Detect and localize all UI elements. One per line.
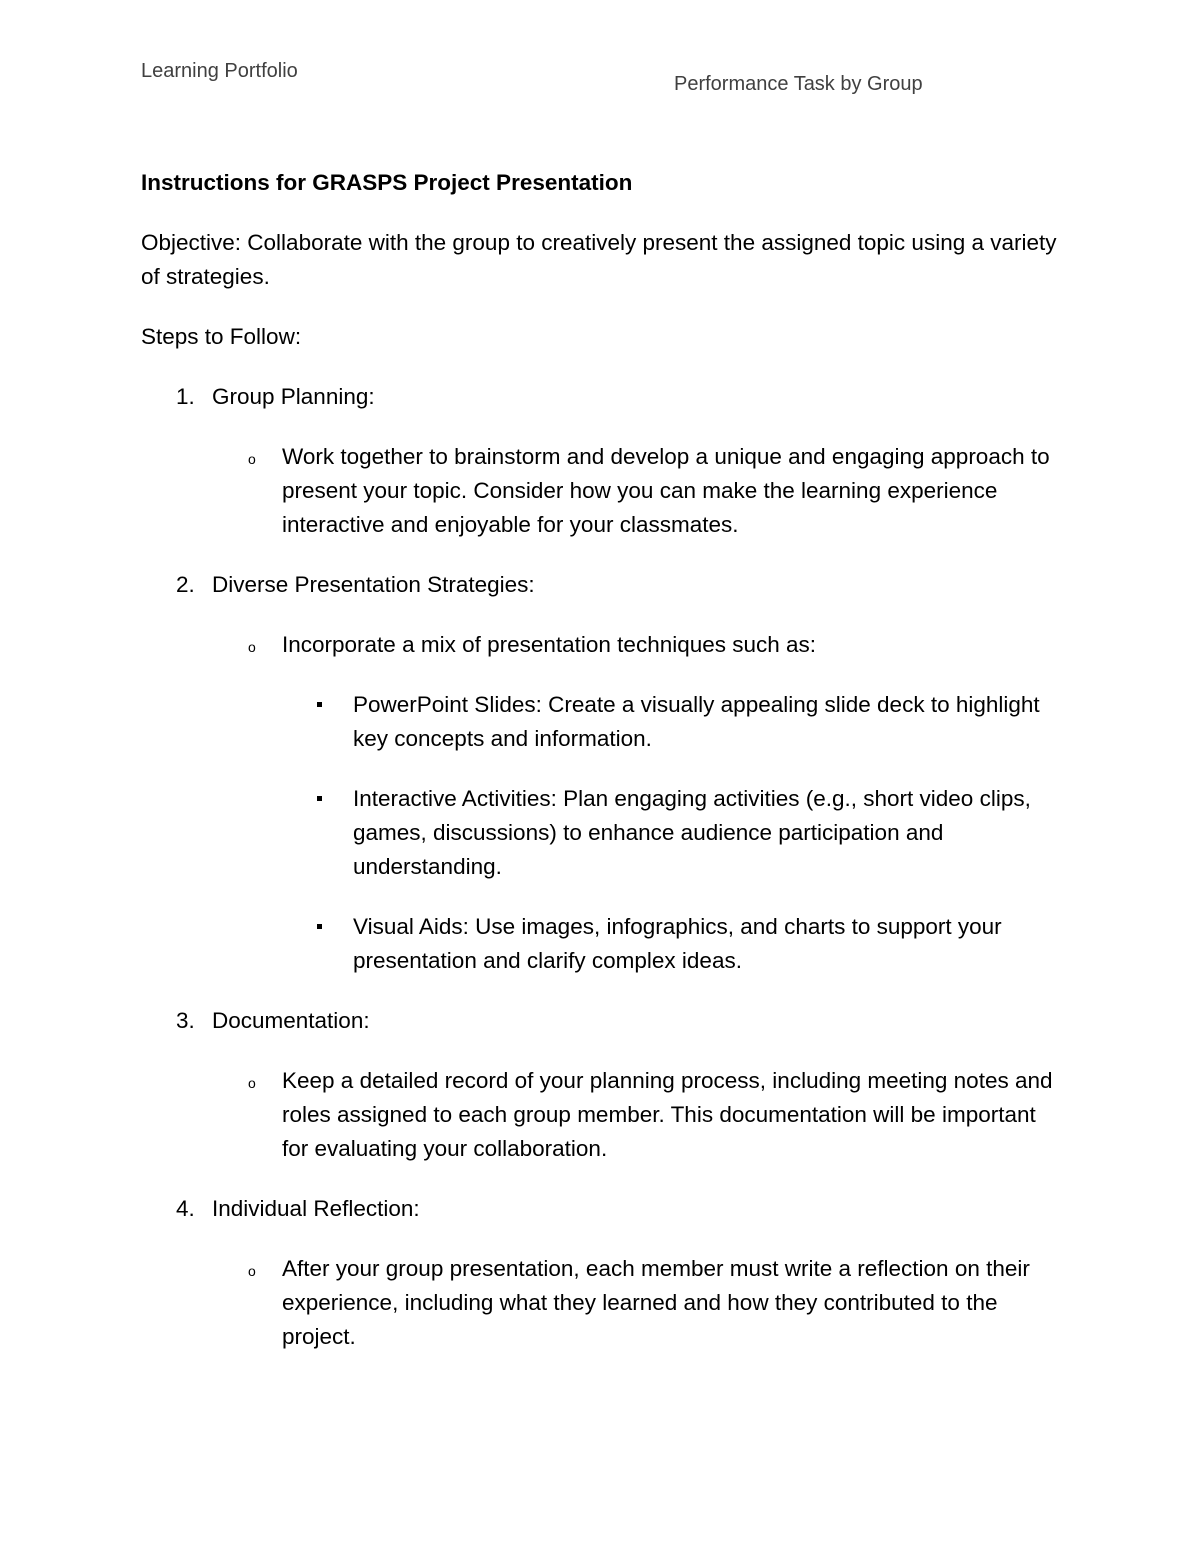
step-label: Group Planning: — [212, 384, 375, 409]
step-3-bullet — [141, 1064, 1061, 1166]
step-2-bullet — [141, 628, 1061, 662]
bullet-text: Incorporate a mix of presentation techniques such as: — [282, 632, 817, 657]
step-2-subitem-1 — [141, 688, 1061, 756]
square-bullet-icon — [317, 702, 322, 707]
step-label: Individual Reflection: — [212, 1196, 420, 1221]
step-4-bullet — [141, 1252, 1061, 1354]
step-4 — [141, 1192, 1061, 1226]
circle-bullet-icon: o — [248, 639, 256, 655]
circle-bullet-icon: o — [248, 451, 256, 467]
bullet-text: Keep a detailed record of your planning process, including meeting notes and roles assigned to each group member. This documentation will be important for evaluating your collaboration. — [282, 1068, 1053, 1161]
step-1-bullet — [141, 440, 1061, 542]
header-left: Learning Portfolio — [141, 60, 298, 82]
step-number: 4. — [176, 1196, 195, 1221]
step-3 — [141, 1004, 1061, 1038]
square-bullet-icon — [317, 924, 322, 929]
steps-label: Steps to Follow: — [141, 324, 302, 349]
header-right: Performance Task by Group — [674, 73, 923, 95]
circle-bullet-icon: o — [248, 1075, 256, 1091]
step-label: Diverse Presentation Strategies: — [212, 572, 535, 597]
document-title: Instructions for GRASPS Project Presentation — [141, 170, 633, 195]
step-2-subitem-3 — [141, 910, 1061, 978]
bullet-text: After your group presentation, each member must write a reflection on their experience, including what they learned and how they contributed to the project. — [282, 1256, 1030, 1349]
subitem-text: Interactive Activities: Plan engaging activities (e.g., short video clips, games, discussions) to enhance audience participation and understanding. — [353, 786, 1031, 879]
circle-bullet-icon: o — [248, 1263, 256, 1279]
document-body — [141, 166, 1061, 1380]
objective-paragraph: Objective: Collaborate with the group to creatively present the assigned topic using a variety of strategies. — [141, 230, 1057, 289]
subitem-text: PowerPoint Slides: Create a visually appealing slide deck to highlight key concepts and information. — [353, 692, 1040, 751]
step-1 — [141, 380, 1061, 414]
step-2 — [141, 568, 1061, 602]
step-2-subitem-2 — [141, 782, 1061, 884]
step-number: 2. — [176, 572, 195, 597]
bullet-text: Work together to brainstorm and develop a unique and engaging approach to present your topic. Consider how you can make the learning experience interactive and enjoyable for your classmates. — [282, 444, 1050, 537]
square-bullet-icon — [317, 796, 322, 801]
step-label: Documentation: — [212, 1008, 370, 1033]
subitem-text: Visual Aids: Use images, infographics, and charts to support your presentation and clarify complex ideas. — [353, 914, 1002, 973]
step-number: 3. — [176, 1008, 195, 1033]
step-number: 1. — [176, 384, 195, 409]
